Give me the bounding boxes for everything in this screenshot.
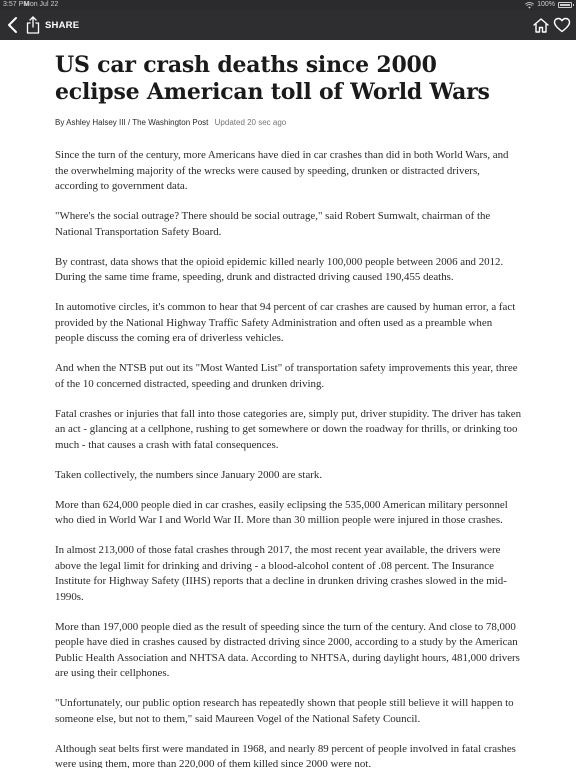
battery-icon	[558, 2, 572, 8]
share-label: SHARE	[45, 19, 80, 31]
byline: By Ashley Halsey III / The Washington Post	[55, 118, 209, 127]
paragraph: In automotive circles, it's common to hear that 94 percent of car crashes are caused by human error, a fact provided by the National Highway Traffic Safety Administration and often used as a preamble when people discuss the coming era of driverless vehicles.	[55, 301, 516, 344]
chevron-left-icon[interactable]	[5, 16, 21, 34]
paragraph: More than 197,000 people died as the result of speeding since the turn of the century. And close to 78,000 people have died in crashes caused by distracted driving since 2000, according to a study by the American Public Health Association and NHTSA data. According to NHTSA, during daylight hours, 481,000 drivers are using their cellphones.	[55, 620, 520, 679]
article-body	[55, 148, 523, 768]
status-right	[525, 0, 572, 10]
paragraph: Fatal crashes or injuries that fall into those categories are, simply put, driver stupidity. The driver has taken an act - glancing at a cellphone, rushing to get somewhere or down the roadway for thrills, or drinking too much - that causes a crash with fatal consequences.	[55, 407, 522, 451]
paragraph: "Where's the social outrage? There should be social outrage," said Robert Sumwalt, chairman of the National Transportation Safety Board.	[55, 210, 491, 238]
heart-icon[interactable]	[553, 17, 571, 33]
byline-row	[55, 117, 523, 129]
paragraph: More than 624,000 people died in car crashes, easily eclipsing the 535,000 American military personnel who died in World War I and World War II. More than 30 million people were injured in those crashes.	[55, 498, 508, 526]
paragraph: By contrast, data shows that the opioid epidemic killed nearly 100,000 people between 2006 and 2012. During the same time frame, speeding, drunk and distracted driving caused 190,455 deaths.	[55, 255, 504, 283]
home-icon[interactable]	[532, 17, 550, 33]
paragraph: And when the NTSB put out its "Most Wanted List" of transportation safety improvements this year, three of the 10 concerned distracted, speeding and drunken driving.	[55, 362, 518, 390]
share-button[interactable]	[26, 16, 79, 34]
article-headline: US car crash deaths since 2000 eclipse American toll of World Wars	[55, 52, 490, 105]
status-date: Mon Jul 22	[24, 1, 59, 8]
paragraph: Since the turn of the century, more Americans have died in car crashes than did in both World Wars, and the overwhelming majority of the wrecks were caused by speeding, drunken or distracted drivers, according to government data.	[55, 149, 509, 192]
battery-percent: 100%	[537, 1, 555, 8]
paragraph: Taken collectively, the numbers since January 2000 are stark.	[55, 468, 323, 481]
share-icon	[26, 16, 40, 34]
updated-timestamp: Updated 20 sec ago	[214, 118, 287, 127]
status-time: 3:57 PM	[3, 1, 30, 8]
wifi-icon	[525, 2, 534, 9]
paragraph: Although seat belts first were mandated in 1968, and nearly 89 percent of people involved in fatal crashes were using them, more than 220,000 of them killed since 2000 were not.	[55, 742, 516, 768]
paragraph: "Unfortunately, our public option research has repeatedly shown that people still believe it will happen to someone else, but not to them," said Maureen Vogel of the National Safety Council.	[55, 697, 514, 725]
status-bar	[0, 0, 576, 10]
nav-bar	[0, 10, 576, 40]
paragraph: In almost 213,000 of those fatal crashes through 2017, the most recent year available, the drivers were above the legal limit for drinking and driving - a blood-alcohol content of .08 percent. The Insurance Institute for Highway Safety (IIHS) reports that a decline in drunken driving crashes slowed in the mid-1990s.	[55, 544, 507, 603]
article	[55, 52, 523, 768]
